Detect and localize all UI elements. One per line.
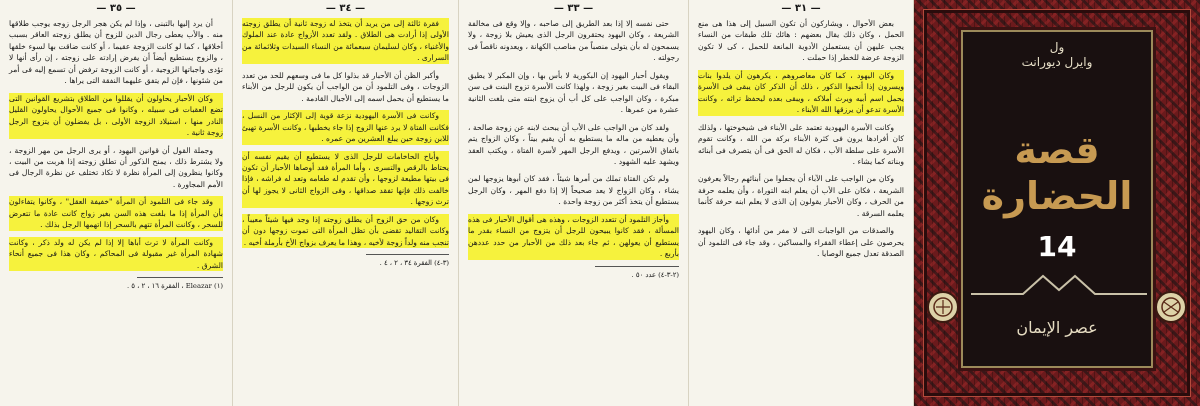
paragraph-highlighted: وكان اليهود ، كما كان معاصروهم ، يكرهون أن يلدوا بنات ويسرون إذا أنجبوا الذكور ، ذلك أن الذكر كان يبقى فى الأسرة يحمل اسم أبيه ويرث أملاكه ، ويبقى بعده ليحفظ تراثه ، وكانت الأسرة تدعو أن يرزقها الله الأبناء . bbox=[698, 70, 904, 115]
page-34 bbox=[233, 0, 459, 406]
footnote-rule bbox=[366, 254, 449, 255]
footnote: (٣-٤) الفقرة ٣٤ ، ٢ ، ٤ . bbox=[379, 259, 449, 268]
paragraph-highlighted: وكانت المرأة لا ترث أباها إلا إذا لم يكن له ولد ذكر ، وكانت شهادة المرأة غير مقبولة فى المحاكم ، وكان هذا فى جميع أنحاء الشرق . bbox=[9, 237, 223, 270]
mountain-ornament-icon bbox=[963, 270, 1155, 300]
paragraph: وجملة القول أن قوانين اليهود ، أو يرى الرجل من مهر الزوجة ، ولا يشترط ذلك ، يمنح الذكور أن تطلق زوجته إذا هربت من البيت ، وكانوا ينظرون إلى المرأة نظرة لا تكاد تختلف عن نظرة الرجال فى الأمم المجاورة . bbox=[9, 145, 223, 189]
paragraph: ولم تكن الفتاة تملك من أمرها شيئاً ، فقد كان أبوها يزوجها لمن يشاء ، وكان الزواج لا يعد صحيحاً إلا إذا دفع المهر ، وكان الرجل يستطيع أن يتخذ أكثر من زوجة واحدة . bbox=[468, 174, 679, 207]
paragraph: بعض الأحوال ، ويشاركون أن تكون السبيل إلى هذا هى منع الحمل ، وكان ذلك يقال بعضهم : هائك تلك طبقات من النساء يجب عليهن أن يستعملن الأدوية المانعة للحمل ، كى لا تكون الزوجة عرضة للخطر إذا حملت . bbox=[698, 19, 904, 63]
footnote-rule bbox=[137, 277, 223, 278]
paragraph-highlighted: وقد جاء فى التلمود أن المرأة "خفيفة العقل" ، وكانوا يتفاءلون بأن المرأة إذا ما بلغت هذه السن بغير زواج كانت عادة ما تتعرض للسحر ، وكانت المرأة تتهم بالسحر إذا اتهمها الرجل بذلك . bbox=[9, 197, 223, 230]
page-body bbox=[459, 16, 688, 280]
paragraph-highlighted: وأباح الحاخامات للرجل الذى لا يستطيع أن يقيم نفسه أن يحتاط بالرقص والتسرى ، وأما المرأة فقد أوصاها الأحبار أن تكون فى بيتها مطيعة لزوجها ، وأن تقدم له طعامه وتعد له فراشه ، فإذا خالفت ذلك فإنها تفقد صداقها ، وفى الزواج الثانى لا يجوز لها أن ترث زوجها . bbox=[242, 151, 449, 207]
medallion-emblem-icon bbox=[1154, 290, 1188, 324]
footnote: (٢-٣-٤) عدد ٥٠ . bbox=[631, 270, 679, 279]
cover-title-panel bbox=[961, 30, 1153, 368]
paragraph: وأكبر الظن أن الأحبار قد بذلوا كل ما فى وسعهم للحد من تعدد الزوجات ، وفى التلمود أن من الواجب أن يكون للرجل من الأبناء ما يستطيع أن يحمل اسمه إلى الأجيال القادمة . bbox=[242, 70, 449, 103]
book-cover bbox=[914, 0, 1200, 406]
page-number: — ٣٥ — bbox=[96, 3, 136, 14]
paragraph: وكانت الأسرة اليهودية تعتمد على الأبناء فى شيخوختها ، ولذلك كان أفرادها يرون فى كثرة الأبناء بركة من الله ، وكانت تقوم الأسرة على سلطة الأب ، فكان له الحق فى أن يتصرف فى أبنائه وبناته كما يشاء . bbox=[698, 122, 904, 166]
paragraph: ويقول أحبار اليهود إن البكورية لا بأس بها ، وإن المكبر لا يطيق البقاء فى البيت بغير زوجة ، ولهذا كانت الأسرة تزوج البنت فى سن مبكرة ، وكان الواجب على كل أب أن يزوج ابنته متى بلغت الثانية عشرة من عمرها . bbox=[468, 70, 679, 115]
footnote: (١) Eleazar ، الفقرة ١٦ ، ٢ ، ٥ . bbox=[126, 282, 223, 291]
page-body bbox=[0, 16, 232, 291]
paragraph-highlighted: وكان من حق الزوج أن يطلق زوجته إذا وجد فيها شيئاً معيباً ، وكانت التقاليد تقضى بأن تظل المرأة التى تموت زوجها دون أن تنجب منه ولداً زوجة لأخيه ، وهذا ما يعرف بزواج الأخ بأرملة أخيه . bbox=[242, 214, 449, 247]
cover-subtitle: عصر الإيمان bbox=[1016, 318, 1098, 337]
page-33 bbox=[459, 0, 689, 406]
cover-author: ول وايرل ديورانت bbox=[1021, 40, 1093, 69]
page-number: — ٣٣ — bbox=[553, 3, 594, 14]
page-35 bbox=[0, 0, 233, 406]
paragraph-highlighted: فقرة ثالثة إلى من يريد أن يتخذ له زوجة ثانية أن يطلق زوجته الأولى إذا أرادت هى الطلاق . ولقد تعدد الأزواج عادة عند الملوك والأغنياء ، وكان لسليمان سبعمائة من النساء السيدات وثلاثمائة من السرارى . bbox=[242, 19, 449, 63]
cover-volume-number: 14 bbox=[1037, 230, 1077, 263]
page-body bbox=[689, 16, 913, 260]
medallion-emblem-icon bbox=[926, 290, 960, 324]
page-31 bbox=[689, 0, 914, 406]
paragraph: حتى نفسه إلا إذا بعد الطريق إلى صاحبه ، وإلا وقع فى مخالفة الشريعة ، وكان اليهود يحتقرون الرجل الذى يعيش بلا زوجة ، ولا يسمحون له بأن يتولى منصباً من مناصب الكهانة ، ويعدونه ناقصاً فى رجولته . bbox=[468, 19, 679, 63]
paragraph-highlighted: وكان الأحبار يحاولون أن يقللوا من الطلاق بتشريع القوانين التى تضع العقبات فى سبيله ، وكانوا فى جميع الأحوال يحاولون القليل النادر منها ، استيلاد الزوجة الأولى ، بل يفضلون أن يتزوج الرجل زوجة ثانية . bbox=[9, 93, 223, 138]
paragraph: وكان من الواجب على الآباء أن يجعلوا من أبنائهم رجالاً يعرفون الشريعة ، فكان على الأب أن يعلم ابنه التوراة ، وأن يعلمه حرفة من الحرف ، وكان الأحبار يقولون إن الذى لا يعلم ابنه حرفة كأنما يعلمه السرقة . bbox=[698, 174, 904, 218]
page-number: — ٣١ — bbox=[781, 3, 821, 14]
cover-title: قصة الحضارة bbox=[981, 128, 1133, 218]
paragraph: ولقد كان من الواجب على الأب أن يبحث لابنه عن زوجة صالحة ، وأن يعطيه من ماله ما يستطيع به أن يقيم بيتاً ، وكان الزواج يتم باتفاق الأسرتين ، ويدفع الرجل المهر لأسرة الفتاة ، ويكتب العقد ويشهد عليه الشهود . bbox=[468, 122, 679, 166]
page-number: — ٣٤ — bbox=[325, 3, 366, 14]
paragraph: أن يرد إليها بالتبنى ، وإذا لم يكن هجر الرجل زوجه يوجب طلاقها منه . والأب يعطى رجال الدين للزوج أن يطلق زوجته العاقر بسبب أخلاقها ، كما لو كانت الزوجة عقيما ، أو كانت ضاقت بها لسوء خلقها ، والزوج يستطيع أيضاً أن يفرض إرادته على زوجته ، إن رأى أنها لا تؤدى واجباتها الزوجية ، أو كانت الزوجة ترفض أن تسمع إليه فى أمر من شئونها ، فإن لم يتفق عليهما النفقة التى يراها . bbox=[9, 19, 223, 86]
page-body bbox=[233, 16, 458, 268]
paragraph-highlighted: وأجاز التلمود أن تتعدد الزوجات ، وهذه هى أقوال الأحبار فى هذه المسألة ، فقد كانوا يبيحون للرجل أن يتزوج من النساء بقدر ما يستطيع أن يعولهن ، ثم جاء بعد ذلك من الأحبار من حدد عددهن بأربع . bbox=[468, 214, 679, 259]
paragraph: والصدقات من الواجبات التى لا مفر من أدائها ، وكان اليهود يحرصون على إعطاء الفقراء والمساكين ، وقد جاء فى التلمود أن الصدقة تعدل جميع الوصايا . bbox=[698, 226, 904, 259]
paragraph-highlighted: وكانت فى الأسرة اليهودية نزعة قوية إلى الإكثار من النسل ، فكانت الفتاة لا يرد عنها الزوج إذا جاء يخطبها ، وكانت الأسرة تهيئ للابن زوجة حين يبلغ العشرين من عمره . bbox=[242, 111, 449, 144]
footnote-rule bbox=[595, 266, 679, 267]
